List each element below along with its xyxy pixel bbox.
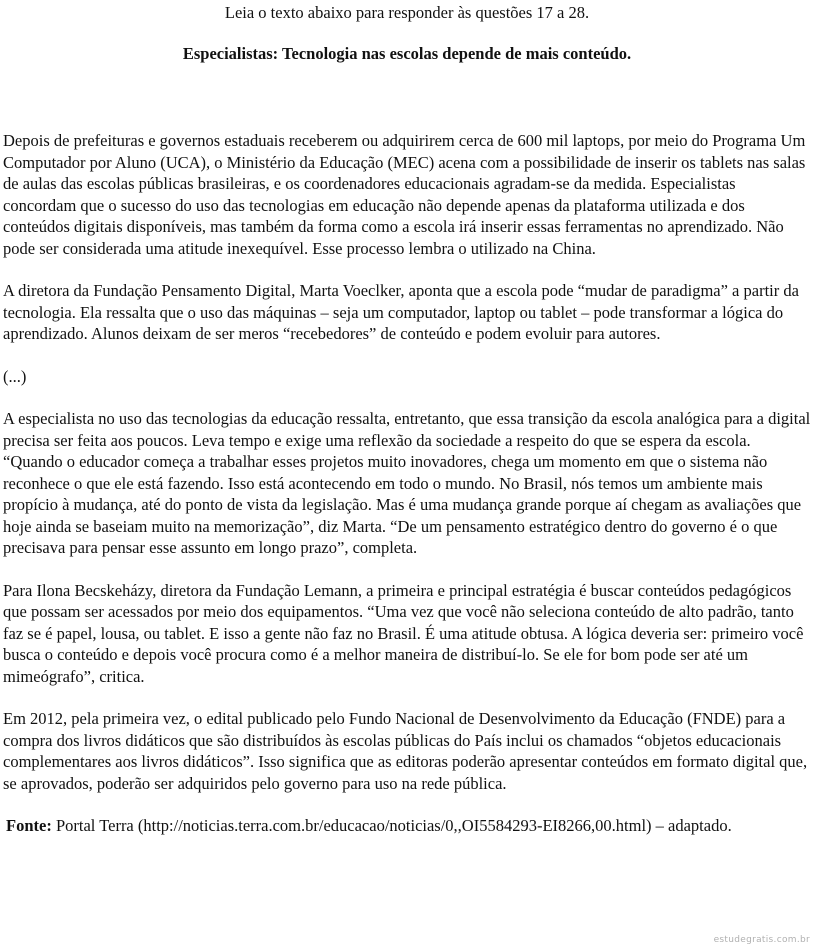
paragraph-3: A especialista no uso das tecnologias da educação ressalta, entretanto, que essa transição da escola analógica para a digital precisa ser feita aos poucos. Leva tempo e exige uma reflexão da sociedade a respeito do que se espera da escola. “Quando o educador começa a trabalhar esses projetos muito inovadores, chega um momento em que o sistema não reconhece o que ele está fazendo. Isso está acontecendo em todo o mundo. No Brasil, nós temos um ambiente mais propício à mudança, até do ponto de vista da legislação. Mas é uma mudança grande porque aí chegam as avaliações que hoje ainda se baseiam muito na memorização”, diz Marta. “De um pensamento estratégico dentro do governo é o que precisava para pensar esse assunto em longo prazo”, completa.: [3, 409, 811, 557]
article-title: Especialistas: Tecnologia nas escolas depende de mais conteúdo.: [182, 44, 632, 63]
paragraph-4: Para Ilona Becskeházy, diretora da Fundação Lemann, a primeira e principal estratégia é buscar conteúdos pedagógicos que possam ser acessados por meio dos equipamentos. “Uma vez que você não seleciona conteúdo de alto padrão, tanto faz se é papel, lousa, ou tablet. E isso a gente não faz no Brasil. É uma atitude obtusa. A lógica deveria ser: primeiro você busca o conteúdo e depois você procura como é a melhor maneira de distribuí-lo. Se ele for bom pode ser até um mimeógrafo”, critica.: [3, 580, 804, 686]
paragraph-ellipsis: (...): [3, 366, 27, 386]
paragraph-5: Em 2012, pela primeira vez, o edital publicado pelo Fundo Nacional de Desenvolvimento da Educação (FNDE) para a compra dos livros didáticos que são distribuídos às escolas públicas do País inclui os chamados “objetos educacionais complementares aos livros didáticos”. Isso significa que as editoras poderão apresentar conteúdos em formato digital que, se aprovados, poderão ser adquiridos pelo governo para uso na rede pública.: [3, 709, 808, 793]
source-label: Fonte:: [6, 816, 52, 835]
paragraph-1: Depois de prefeituras e governos estaduais receberem ou adquirirem cerca de 600 mil laptops, por meio do Programa Um Computador por Aluno (UCA), o Ministério da Educação (MEC) acena com a possibilidade de inserir os tablets nas salas de aulas das escolas públicas brasileiras, e os coordenadores educacionais agradam-se da medida. Especialistas concordam que o sucesso do uso das tecnologias em educação não depende apenas da plataforma utilizada e dos conteúdos digitais disponíveis, mas também da forma como a escola irá inserir essas ferramentas no aprendizado. Não pode ser considerada uma atitude inexequível. Esse processo lembra o utilizado na China.: [3, 131, 806, 258]
document: [3, 0, 811, 836]
paragraph-2: A diretora da Fundação Pensamento Digital, Marta Voeclker, aponta que a escola pode “mudar de paradigma” a partir da tecnologia. Ela ressalta que o uso das máquinas – seja um computador, laptop ou tablet – pode transformar a lógica do aprendizado. Alunos deixam de ser meros “recebedores” de conteúdo e podem evoluir para autores.: [3, 281, 799, 343]
intro-instruction: Leia o texto abaixo para responder às questões 17 a 28.: [224, 3, 590, 22]
site-watermark: estudegratis.com.br: [713, 935, 810, 945]
source-citation: [3, 815, 811, 836]
source-text: Portal Terra (http://noticias.terra.com.br/educacao/noticias/0,,OI5584293-EI8266,00.html) – adaptado.: [51, 816, 732, 835]
